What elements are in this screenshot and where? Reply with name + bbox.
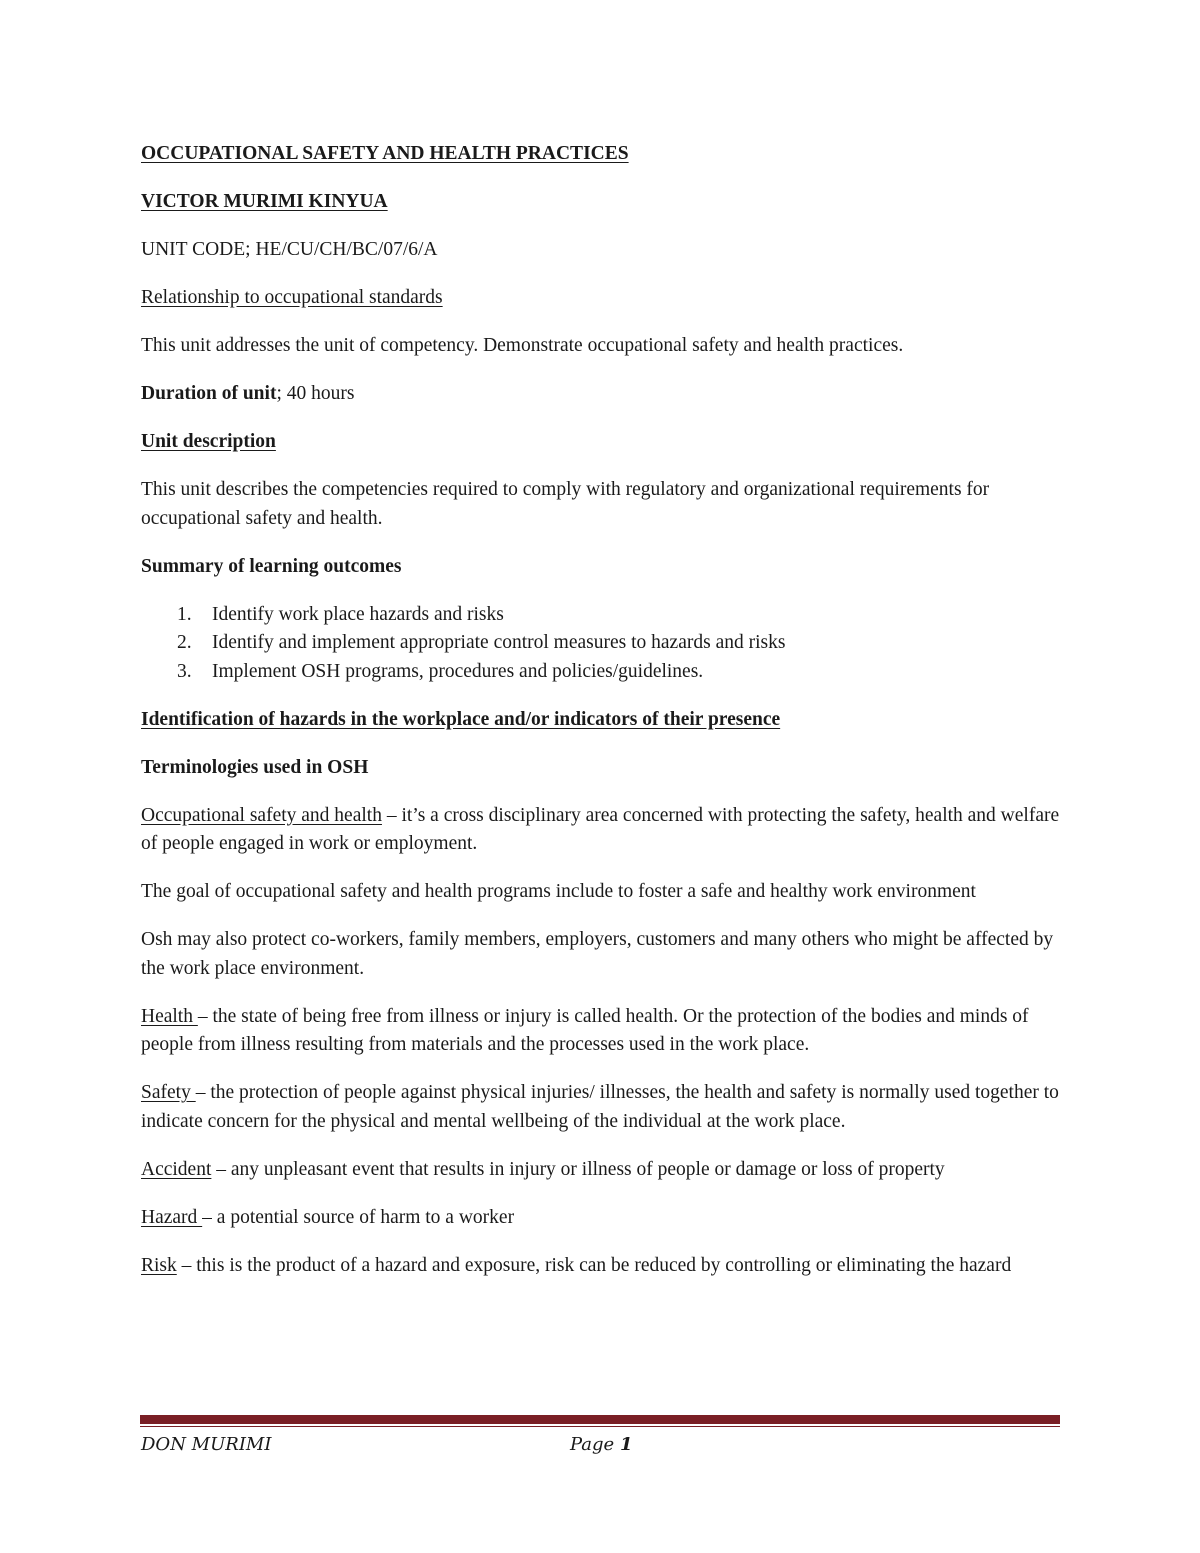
safety-definition-text: – the protection of people against physical injuries/ illnesses, the health and safety is normally used together to indicate concern for the physical and mental wellbeing of the individual at the work place. [141, 1082, 1059, 1132]
document-title [141, 140, 1061, 169]
summary-heading-text: Summary of learning outcomes [141, 555, 402, 577]
relationship-text: This unit addresses the unit of competency. Demonstrate occupational safety and health practices. [141, 335, 904, 356]
accident-definition-text: – any unpleasant event that results in injury or illness of people or damage or loss of property [211, 1158, 945, 1180]
hazard-term: Hazard [141, 1206, 203, 1228]
footer-author: DON MURIMI [141, 1434, 272, 1455]
duration-label: Duration of unit [141, 383, 277, 404]
list-item-text: Implement OSH programs, procedures and policies/guidelines. [212, 660, 704, 682]
author-name: VICTOR MURIMI KINYUA [141, 191, 388, 212]
osh-term: Occupational safety and health [141, 804, 382, 826]
risk-term: Risk [141, 1254, 177, 1276]
list-item-text: Identify work place hazards and risks [212, 603, 504, 625]
hazards-heading [141, 706, 1061, 735]
risk-definition-text: – this is the product of a hazard and exposure, risk can be reduced by controlling or eliminating the hazard [176, 1254, 1012, 1276]
unit-description-heading-text: Unit description [141, 431, 276, 452]
duration-value: ; 40 hours [276, 383, 355, 404]
accident-term: Accident [141, 1158, 212, 1180]
health-definition [141, 1003, 1061, 1060]
footer-page [570, 1432, 632, 1458]
osh-definition [141, 802, 1061, 859]
summary-heading [141, 553, 1061, 582]
duration-line [141, 380, 1061, 409]
osh-definition-text: – it’s a cross disciplinary area concerned with protecting the safety, health and welfare of people engaged in work or employment. [141, 804, 1060, 854]
list-item [141, 629, 1061, 658]
list-item-number: 2. [177, 632, 192, 653]
footer-rule [140, 1415, 1060, 1424]
author-line [141, 188, 1061, 217]
unit-code: UNIT CODE; HE/CU/CH/BC/07/6/A [141, 239, 438, 260]
safety-term: Safety [141, 1082, 196, 1103]
terminologies-heading [141, 754, 1061, 783]
list-item [141, 601, 1061, 630]
document-title-text: OCCUPATIONAL SAFETY AND HEALTH PRACTICES [141, 143, 629, 164]
footer-page-number: 1 [619, 1434, 633, 1455]
unit-description-heading [141, 428, 1061, 457]
list-item-text: Identify and implement appropriate control measures to hazards and risks [212, 632, 786, 653]
list-item [141, 658, 1061, 687]
health-term: Health [141, 1005, 198, 1027]
osh-protect-text: Osh may also protect co-workers, family members, employers, customers and many others who might be affected by the work place environment. [141, 929, 1054, 979]
hazard-definition-text: – a potential source of harm to a worker [202, 1206, 515, 1228]
list-item-number: 3. [177, 660, 192, 682]
hazards-heading-text: Identification of hazards in the workplace and/or indicators of their presence [141, 708, 781, 730]
document-body [141, 140, 1061, 1300]
hazard-definition [141, 1204, 1061, 1233]
list-item-number: 1. [177, 603, 192, 625]
terminologies-heading-text: Terminologies used in OSH [141, 756, 369, 778]
footer-page-label: Page [570, 1434, 620, 1455]
learning-outcomes-list [141, 601, 1061, 687]
footer-rule-thin [140, 1426, 1060, 1427]
health-definition-text: – the state of being free from illness or injury is called health. Or the protection of the bodies and minds of people from illness resulting from materials and the processes used in the work place. [141, 1005, 1029, 1055]
risk-definition [141, 1252, 1061, 1281]
safety-definition [141, 1079, 1061, 1136]
goal-text: The goal of occupational safety and health programs include to foster a safe and healthy work environment [141, 881, 976, 902]
relationship-heading [141, 284, 1061, 313]
accident-definition [141, 1156, 1061, 1185]
unit-description-text: This unit describes the competencies required to comply with regulatory and organizational requirements for occupational safety and health. [141, 479, 990, 529]
relationship-heading-text: Relationship to occupational standards [141, 287, 443, 308]
